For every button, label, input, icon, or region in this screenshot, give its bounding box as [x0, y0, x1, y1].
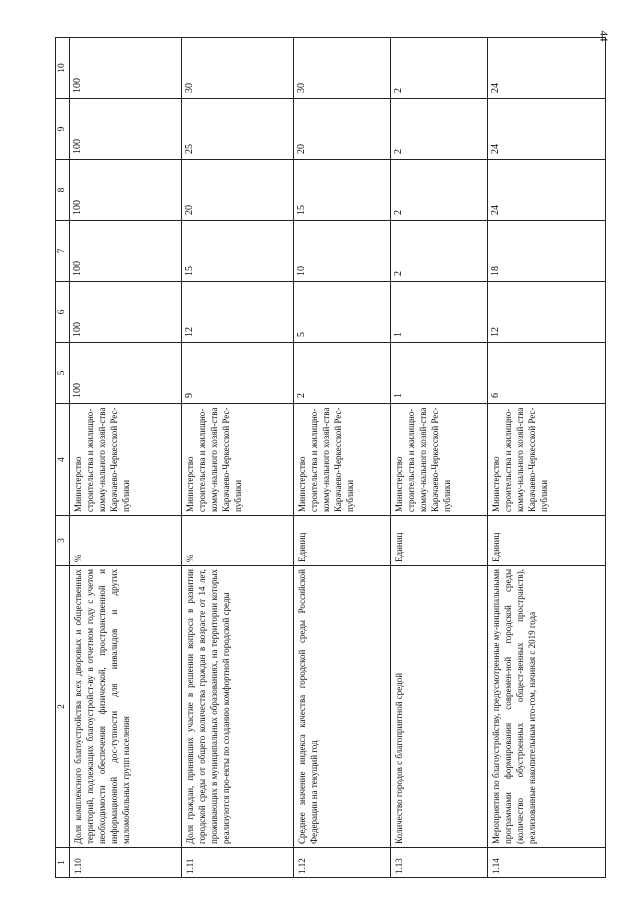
row-value: 100	[70, 160, 182, 221]
row-value: 1	[391, 282, 488, 343]
row-value: 2	[391, 160, 488, 221]
row-value: 2	[294, 343, 391, 404]
row-unit: %	[182, 516, 294, 566]
row-value: 100	[70, 38, 182, 99]
page-number: 44	[597, 30, 610, 42]
column-header: 7	[56, 221, 70, 282]
row-value: 1	[391, 343, 488, 404]
row-value: 100	[70, 282, 182, 343]
row-responsible: Министерство строительства и жилищно-комму-нального хозяй-ства Карачаево-Черкесской Рес-публики	[70, 404, 182, 516]
row-id: 1.11	[182, 848, 294, 878]
row-value: 20	[182, 160, 294, 221]
indicators-table	[55, 37, 606, 878]
row-description: Количество городов с благоприятной средой	[391, 566, 488, 848]
column-header: 4	[56, 404, 70, 516]
row-value: 18	[488, 221, 606, 282]
row-value: 12	[182, 282, 294, 343]
header-row	[56, 38, 70, 878]
row-value: 10	[294, 221, 391, 282]
row-unit: %	[70, 516, 182, 566]
column-header: 2	[56, 566, 70, 848]
row-responsible: Министерство строительства и жилищно-комму-нального хозяй-ства Карачаево-Черкесской Рес-публики	[294, 404, 391, 516]
row-value: 2	[391, 221, 488, 282]
row-value: 100	[70, 221, 182, 282]
row-value: 24	[488, 38, 606, 99]
row-value: 6	[488, 343, 606, 404]
row-description: Мероприятия по благоустройству, предусмотренные му-ниципальными программами формирования современ-ной городской среды (количество обустроенных общест-венных пространств), реализованные накопительным ито-гом, начиная с 2019 года	[488, 566, 606, 848]
row-responsible: Министерство строительства и жилищно-комму-нального хозяй-ства Карачаево-Черкесской Рес-публики	[488, 404, 606, 516]
row-description: Среднее значение индекса качества городской среды Российской Федерации на текущий год	[294, 566, 391, 848]
column-header: 6	[56, 282, 70, 343]
row-value: 15	[182, 221, 294, 282]
row-value: 12	[488, 282, 606, 343]
row-value: 2	[391, 38, 488, 99]
row-value: 24	[488, 160, 606, 221]
table-row	[182, 38, 294, 878]
row-unit: Единиц	[391, 516, 488, 566]
row-id: 1.12	[294, 848, 391, 878]
column-header: 5	[56, 343, 70, 404]
table-row	[488, 38, 606, 878]
column-header: 1	[56, 848, 70, 878]
row-id: 1.10	[70, 848, 182, 878]
row-value: 100	[70, 99, 182, 160]
row-responsible: Министерство строительства и жилищно-комму-нального хозяй-ства Карачаево-Черкесской Рес-публики	[182, 404, 294, 516]
row-value: 30	[294, 38, 391, 99]
row-value: 2	[391, 99, 488, 160]
row-value: 5	[294, 282, 391, 343]
row-description: Доля комплексного благоустройства всех дворовых и общественных территорий, подлежащих благоустройст-ву в отчетном году с учетом необходимости обеспечения физической, пространственной и информационной дос-тупности для инвалидов и других маломобильных групп населения	[70, 566, 182, 848]
row-description: Доля граждан, принявших участие в решении вопроса в развитии городской среды от общего количества граждан в возрасте от 14 лет, проживающих в муниципальных образованиях, на территории которых реализуются про-екты по созданию комфортной городской среды	[182, 566, 294, 848]
row-unit: Единиц	[294, 516, 391, 566]
column-header: 9	[56, 99, 70, 160]
rotated-table-container	[55, 38, 605, 878]
column-header: 3	[56, 516, 70, 566]
row-value: 25	[182, 99, 294, 160]
row-value: 9	[182, 343, 294, 404]
column-header: 8	[56, 160, 70, 221]
row-id: 1.13	[391, 848, 488, 878]
row-value: 20	[294, 99, 391, 160]
table-row	[70, 38, 182, 878]
row-value: 24	[488, 99, 606, 160]
row-value: 100	[70, 343, 182, 404]
column-header: 10	[56, 38, 70, 99]
row-unit: Единиц	[488, 516, 606, 566]
row-value: 15	[294, 160, 391, 221]
table-row	[391, 38, 488, 878]
row-responsible: Министерство строительства и жилищно-комму-нального хозяй-ства Карачаево-Черкесской Рес-публики	[391, 404, 488, 516]
row-value: 30	[182, 38, 294, 99]
table-row	[294, 38, 391, 878]
row-id: 1.14	[488, 848, 606, 878]
